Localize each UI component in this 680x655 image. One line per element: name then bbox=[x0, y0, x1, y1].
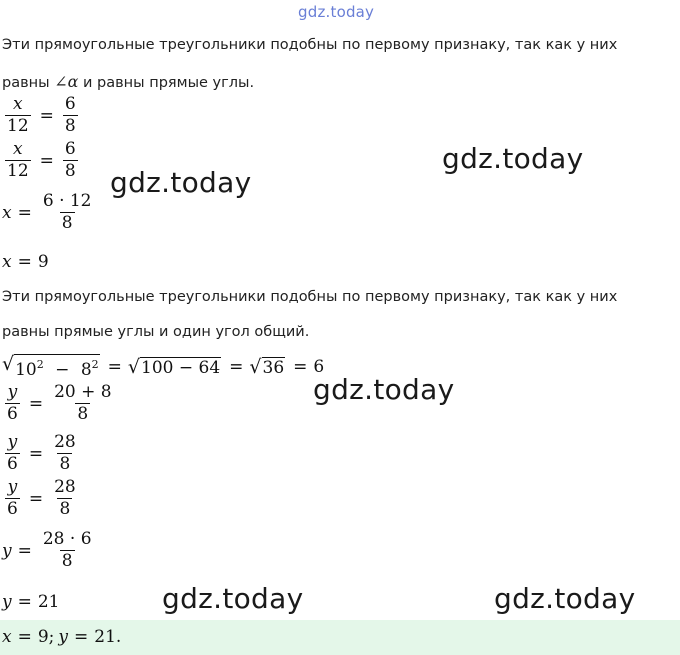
square-root: √ 36 bbox=[249, 355, 285, 378]
watermark: gdz.today bbox=[313, 373, 455, 406]
fraction: $\frac{20 + 8}{8}$ bbox=[54, 382, 112, 424]
square-root: √ $10^2 - 8^2$ bbox=[2, 353, 99, 380]
equation-9: y = $\frac{28 \cdot 6}{8}$ bbox=[2, 529, 92, 571]
fraction: $\frac{x}{12}$ bbox=[7, 94, 29, 136]
angle-alpha: ∠α bbox=[54, 72, 79, 91]
fraction: $\frac{28}{8}$ bbox=[54, 432, 76, 474]
equation-8: $\frac{y}{6}$ = $\frac{28}{8}$ bbox=[7, 477, 76, 519]
equation-4: x = 9 bbox=[2, 252, 49, 272]
watermark: gdz.today bbox=[110, 166, 252, 199]
answer-equation: x = 9; y = 21. bbox=[2, 627, 122, 647]
paragraph-1-line-1: Эти прямоугольные треугольники подобны по первому признаку, так как у них bbox=[2, 37, 618, 53]
equation-10: y = 21 bbox=[2, 592, 60, 612]
paragraph-1-post: и равны прямые углы. bbox=[83, 75, 255, 91]
paragraph-1-pre: равны bbox=[2, 75, 50, 91]
fraction: $\frac{6}{8}$ bbox=[64, 94, 76, 136]
fraction: $\frac{28}{8}$ bbox=[54, 477, 76, 519]
equation-2: $\frac{x}{12}$ = $\frac{6}{8}$ bbox=[7, 139, 76, 181]
equation-7: $\frac{y}{6}$ = $\frac{28}{8}$ bbox=[7, 432, 76, 474]
fraction: $\frac{6 \cdot 12}{8}$ bbox=[42, 191, 92, 233]
paragraph-2-line-1: Эти прямоугольные треугольники подобны по первому признаку, так как у них bbox=[2, 289, 618, 305]
equation-5: √ $10^2 - 8^2$ = √ 100 − 64 = √ 36 = 6 bbox=[2, 353, 325, 380]
fraction: $\frac{y}{6}$ bbox=[7, 477, 18, 519]
square-root: √ 100 − 64 bbox=[127, 355, 221, 378]
equation-1: $\frac{x}{12}$ = $\frac{6}{8}$ bbox=[7, 94, 76, 136]
fraction: $\frac{28 \cdot 6}{8}$ bbox=[42, 529, 92, 571]
fraction: $\frac{y}{6}$ bbox=[7, 382, 18, 424]
equation-6: $\frac{y}{6}$ = $\frac{20 + 8}{8}$ bbox=[7, 382, 112, 424]
watermark: gdz.today bbox=[494, 582, 636, 615]
watermark-top: gdz.today bbox=[298, 3, 375, 21]
watermark: gdz.today bbox=[442, 142, 584, 175]
paragraph-1-line-2 bbox=[2, 72, 254, 91]
fraction: $\frac{6}{8}$ bbox=[64, 139, 76, 181]
equation-3: x = $\frac{6 \cdot 12}{8}$ bbox=[2, 191, 92, 233]
fraction: $\frac{y}{6}$ bbox=[7, 432, 18, 474]
answer-box bbox=[0, 620, 680, 655]
watermark: gdz.today bbox=[162, 582, 304, 615]
fraction: $\frac{x}{12}$ bbox=[7, 139, 29, 181]
paragraph-2-line-2: равны прямые углы и один угол общий. bbox=[2, 324, 310, 340]
